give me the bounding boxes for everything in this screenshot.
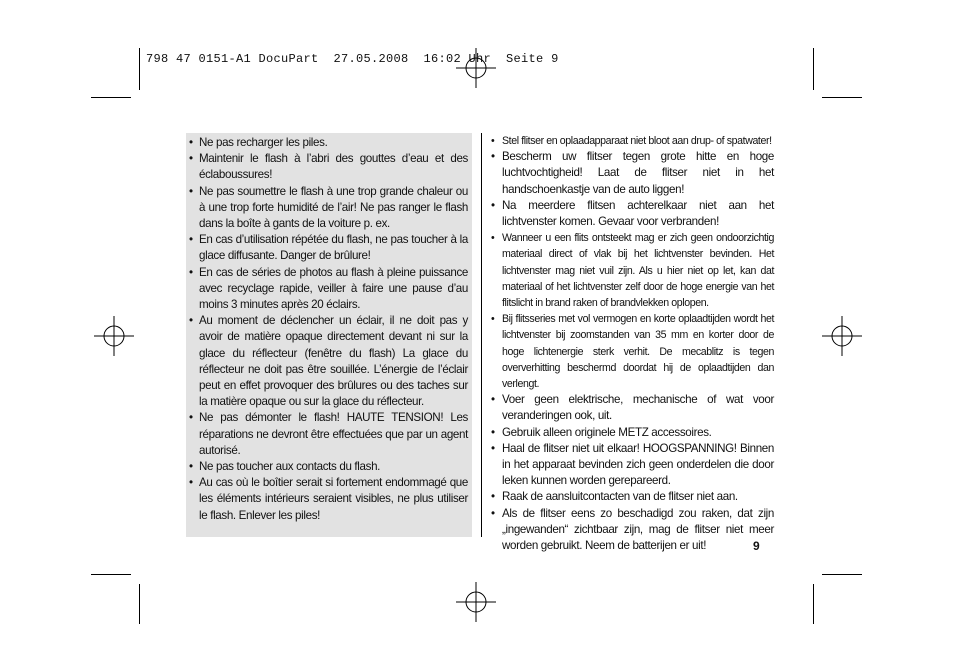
crop-mark-top-right-v bbox=[813, 48, 814, 90]
print-slug: 798 47 0151-A1 DocuPart 27.05.2008 16:02 Uhr Seite 9 bbox=[146, 52, 559, 66]
list-item: • Stel flitser en oplaadapparaat niet bloot aan drup- of spatwater! bbox=[491, 135, 772, 147]
registration-mark-right-icon bbox=[822, 316, 862, 356]
dutch-safety-column bbox=[491, 133, 774, 554]
registration-mark-left-icon bbox=[94, 316, 134, 356]
french-safety-column bbox=[186, 133, 472, 537]
list-item: • Als de flitser eens zo beschadigd zou raken, dat zijn „ingewanden“ zichtbaar zijn, mag de flitser niet meer worden gebruikt. Neem de batterijen er uit! bbox=[491, 506, 774, 553]
list-item: • En cas de séries de photos au flash à pleine puissance avec recyclage rapide, veiller à faire une pause d’au moins 3 minutes après 20 éclairs. bbox=[189, 265, 468, 312]
list-item: • Bescherm uw flitser tegen grote hitte en hoge luchtvochtigheid! Laat de flitser niet in het handschoenkastje van de auto liggen! bbox=[491, 150, 774, 196]
page-number: 9 bbox=[753, 539, 760, 553]
list-item: • Maintenir le flash à l’abri des gouttes d’eau et des éclaboussures! bbox=[189, 152, 468, 182]
crop-mark-bottom-left-v bbox=[139, 584, 140, 624]
list-item: • Gebruik alleen originele METZ accessoires. bbox=[491, 425, 712, 439]
list-item: • Wanneer u een flits ontsteekt mag er zich geen ondoorzichtig materiaal direct of vlak bij het lichtvenster bevinden. Het lichtvenster mag niet vuil zijn. Als u hier niet op let, kan dat materiaal of het lichtvenster zelf door de hoge energie van het flitslicht in brand raken of brandvlekken oplopen. bbox=[491, 232, 774, 310]
dutch-safety-list bbox=[491, 133, 774, 554]
list-item: • Au moment de déclencher un éclair, il ne doit pas y avoir de matière opaque directement devant ni sur la glace du réflecteur (fenêtre du flash) La glace du réflecteur ne doit pas être souillée. L’énergie de l’éclair peut en effet provoquer des brûlures ou des taches sur la matière opaque ou sur la glace du réflecteur. bbox=[189, 314, 468, 409]
list-item: • Au cas où le boîtier serait si fortement endommagé que les éléments intérieurs seraient visibles, ne plus utiliser le flash. Enlever les piles! bbox=[189, 476, 468, 522]
french-safety-list bbox=[186, 135, 472, 524]
crop-mark-top-right-h bbox=[822, 97, 862, 98]
registration-mark-bottom-icon bbox=[456, 582, 496, 622]
registration-mark-top-icon bbox=[456, 48, 496, 88]
crop-mark-bottom-left-h bbox=[91, 574, 131, 575]
list-item: • Voer geen elektrische, mechanische of wat voor veranderingen ook, uit. bbox=[491, 393, 774, 423]
crop-mark-top-left-h bbox=[91, 97, 131, 98]
list-item: • Na meerdere flitsen achterelkaar niet aan het lichtvenster komen. Gevaar voor verbranden! bbox=[491, 198, 774, 229]
list-item: • Ne pas soumettre le flash à une trop grande chaleur ou à une trop forte humidité de l’air! Ne pas ranger le flash dans la boîte à gants de la voiture p. ex. bbox=[189, 184, 468, 231]
list-item: • Ne pas toucher aux contacts du flash. bbox=[189, 460, 381, 474]
list-item: • Ne pas démonter le flash! HAUTE TENSION! Les réparations ne devront être effectuées que par un agent autorisé. bbox=[189, 411, 468, 457]
crop-mark-bottom-right-h bbox=[822, 574, 862, 575]
crop-mark-top-left-v bbox=[139, 48, 140, 90]
list-item: • Raak de aansluitcontacten van de flitser niet aan. bbox=[491, 490, 738, 504]
list-item: • Bij flitsseries met vol vermogen en korte oplaadtijden wordt het lichtvenster bij zoomstanden van 35 mm en korter door de hoge lichtenergie sterk verhit. De mecablitz is tegen oververhitting beschermd doordat hij de oplaadtijden dan verlengt. bbox=[491, 313, 774, 391]
list-item: • Haal de flitser niet uit elkaar! HOOGSPANNING! Binnen in het apparaat bevinden zich geen onderdelen die door leken kunnen worden gerepareerd. bbox=[491, 441, 774, 488]
crop-mark-bottom-right-v bbox=[813, 584, 814, 624]
list-item: • En cas d’utilisation répétée du flash, ne pas toucher à la glace diffusante. Danger de brûlure! bbox=[189, 233, 468, 263]
column-divider bbox=[481, 133, 482, 537]
list-item: • Ne pas recharger les piles. bbox=[189, 136, 328, 149]
